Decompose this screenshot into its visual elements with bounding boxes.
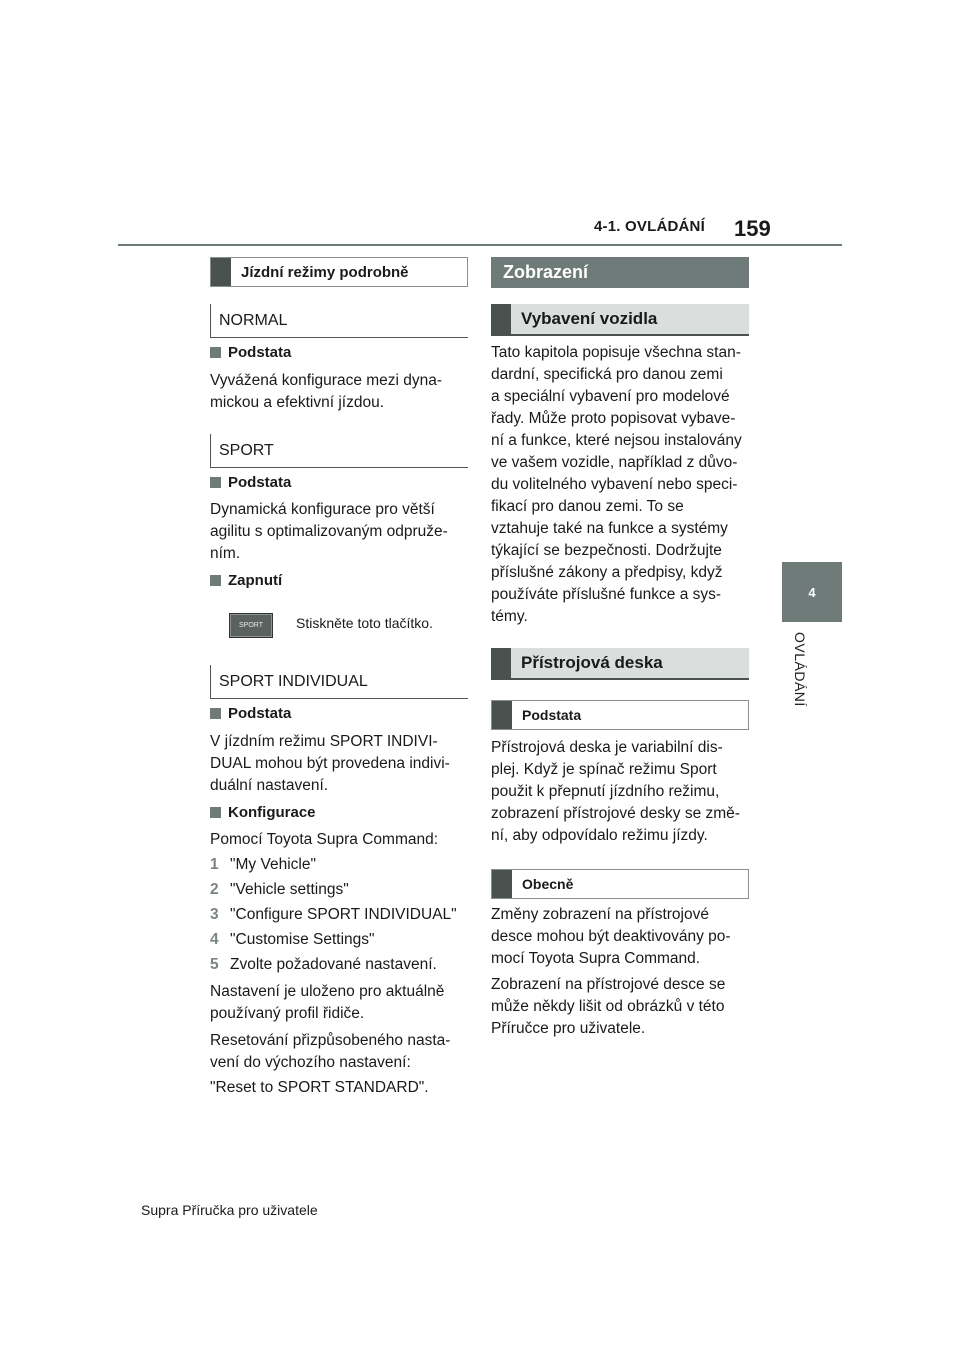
mode-individual-heading: SPORT INDIVIDUAL	[210, 665, 468, 699]
reset-command: "Reset to SPORT STANDARD".	[210, 1079, 429, 1096]
sport-text: Dynamická konfigurace pro větší agilitu s optimalizovaným odpruže- ním.	[210, 501, 448, 562]
normal-text: Vyvážená konfigurace mezi dyna- mickou a efektivní jízdou.	[210, 372, 443, 411]
individual-sub-podstata: Podstata	[210, 705, 291, 722]
config-step: 5 Zvolte požadované nastavení.	[210, 956, 437, 973]
obecne-text-1: Změny zobrazení na přístrojové desce mohou být deaktivovány po- mocí Toyota Supra Command.	[491, 906, 731, 967]
reset-text: Resetování přizpůsobeného nasta- vení do výchozího nastavení:	[210, 1032, 451, 1071]
bullet-square-icon	[210, 575, 221, 586]
config-step: 3 "Configure SPORT INDIVIDUAL"	[210, 906, 457, 923]
bullet-square-icon	[210, 477, 221, 488]
config-step: 4 "Customise Settings"	[210, 931, 375, 948]
obecne-text-2: Zobrazení na přístrojové desce se může někdy lišit od obrázků v této Příručce pro uživatele.	[491, 976, 726, 1037]
heading-bar	[211, 258, 231, 286]
heading-zobrazeni: Zobrazení	[491, 257, 749, 288]
heading-bar	[491, 304, 511, 334]
individual-sub-konfigurace: Konfigurace	[210, 804, 316, 821]
section-title: 4-1. OVLÁDÁNÍ	[594, 218, 705, 235]
bullet-square-icon	[210, 807, 221, 818]
heading-vybaveni: Vybavení vozidla	[491, 304, 749, 336]
sport-button-caption: Stiskněte toto tlačítko.	[296, 615, 433, 631]
sport-sub-zapnuti: Zapnutí	[210, 572, 282, 589]
heading-text: Jízdní režimy podrobně	[241, 263, 409, 281]
bullet-square-icon	[210, 708, 221, 719]
heading-obecne: Obecně	[491, 869, 749, 899]
individual-text: V jízdním režimu SPORT INDIVI- DUAL mohou být provedena indivi- duální nastavení.	[210, 733, 450, 794]
heading-pristrojova: Přístrojová deska	[491, 648, 749, 680]
bullet-square-icon	[210, 347, 221, 358]
heading-bar	[491, 648, 511, 678]
heading-podstata: Podstata	[491, 700, 749, 730]
config-steps	[210, 854, 457, 976]
saved-text: Nastavení je uloženo pro aktuálně používaný profil řidiče.	[210, 983, 445, 1022]
heading-bar	[492, 870, 512, 898]
mode-sport-heading: SPORT	[210, 434, 468, 468]
config-step: 1 "My Vehicle"	[210, 856, 316, 873]
heading-bar	[492, 701, 512, 729]
sport-sub-podstata: Podstata	[210, 474, 291, 491]
config-intro: Pomocí Toyota Supra Command:	[210, 831, 439, 848]
mode-normal-heading: NORMAL	[210, 304, 468, 338]
normal-sub-podstata: Podstata	[210, 344, 291, 361]
podstata-text: Přístrojová deska je variabilní dis- plej. Když je spínač režimu Sport použit k přepnutí jízdního režimu, zobrazení přístrojové desky se změ- ní, aby odpovídalo režimu jízdy.	[491, 739, 740, 844]
footer-text: Supra Příručka pro uživatele	[141, 1202, 318, 1218]
sport-button-image: SPORT	[229, 613, 273, 638]
heading-driving-modes	[210, 257, 468, 287]
chapter-tab[interactable]: 4	[782, 562, 842, 622]
config-step: 2 "Vehicle settings"	[210, 881, 349, 898]
vybaveni-text: Tato kapitola popisuje všechna stan- dardní, specifická pro danou zemi a speciální vybavení pro modelové řady. Může proto popisovat vybave- ní a funkce, které nejsou instalovány ve vašem vozidle, například z důvo- du volitelného vybavení nebo speci- fikací pro danou zemi. To se vztahuje také na funkce a systémy týkající se bezpečnosti. Dodržujte příslušné zákony a předpisy, když používáte příslušné funkce a sys- témy.	[491, 344, 742, 625]
header-rule	[118, 244, 842, 246]
chapter-label: OVLÁDÁNÍ	[792, 632, 808, 707]
page-number: 159	[734, 216, 771, 241]
